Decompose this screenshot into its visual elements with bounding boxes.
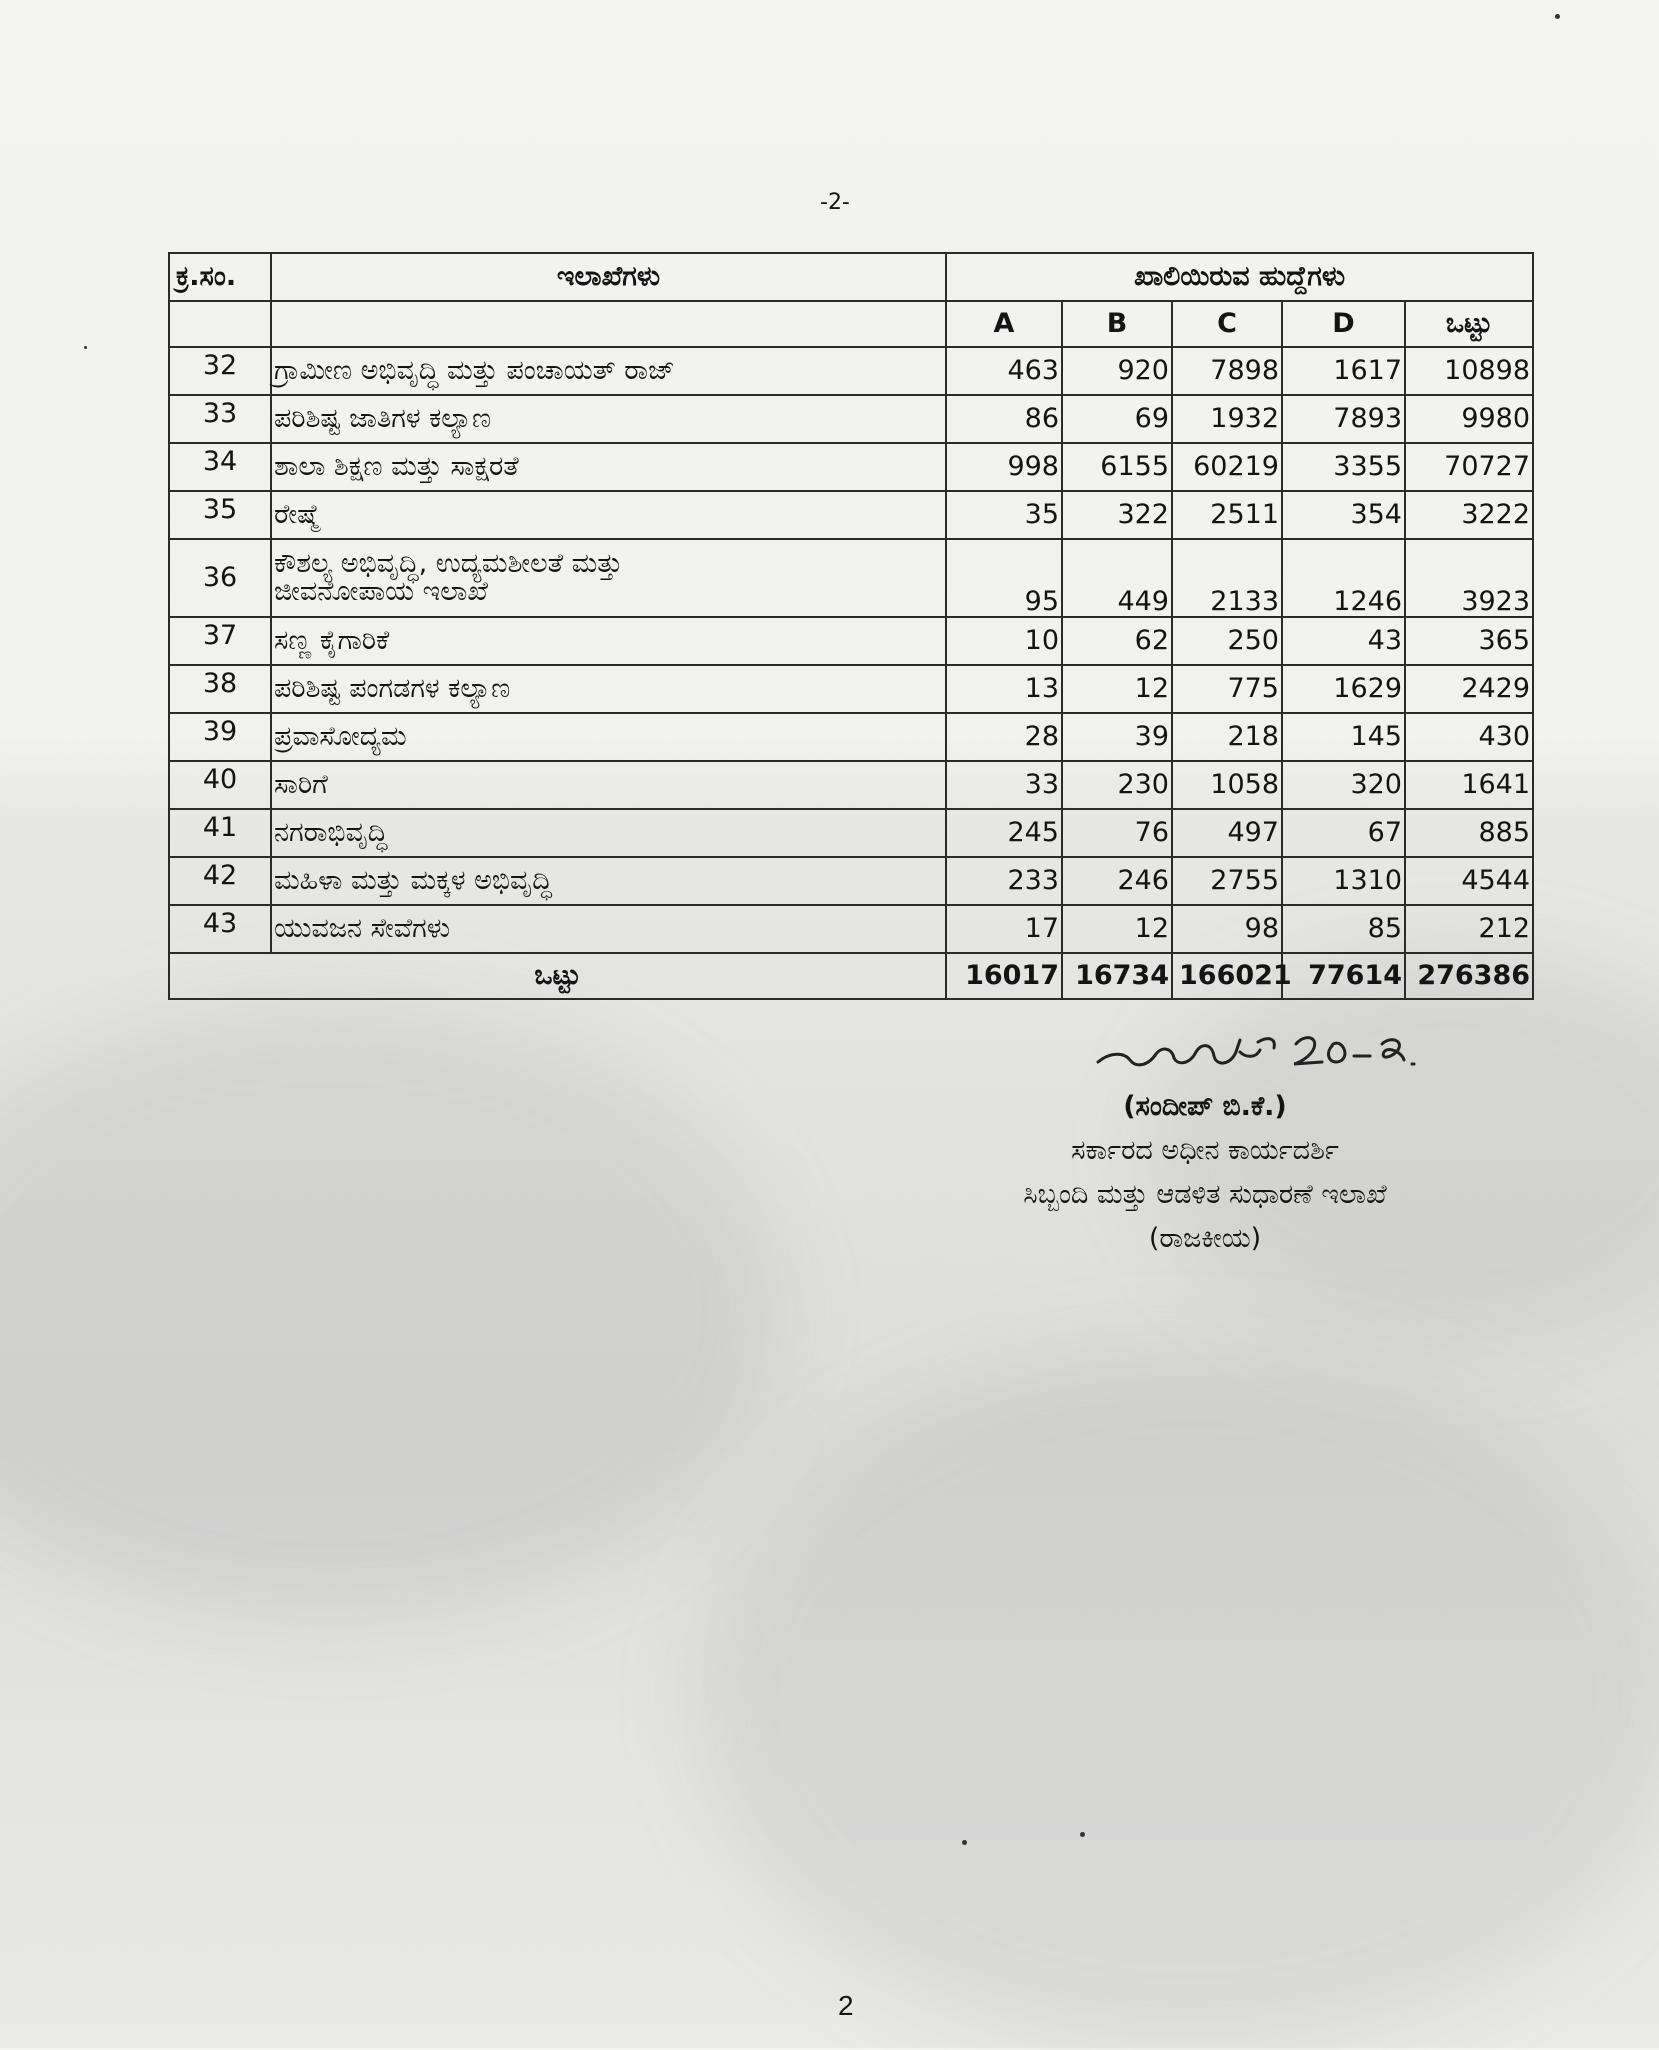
total-c: 166021	[1172, 953, 1282, 999]
cell-total: 10898	[1405, 347, 1533, 395]
cell-b: 12	[1062, 905, 1172, 953]
cell-a: 233	[946, 857, 1062, 905]
department-cell: ಗ್ರಾಮೀಣ ಅಭಿವೃದ್ಧಿ ಮತ್ತು ಪಂಚಾಯತ್ ರಾಜ್	[271, 347, 946, 395]
cell-total: 70727	[1405, 443, 1533, 491]
serial-cell: 40	[169, 761, 271, 809]
column-header-total: ಒಟ್ಟು	[1405, 301, 1533, 347]
cell-c: 60219	[1172, 443, 1282, 491]
cell-total: 430	[1405, 713, 1533, 761]
cell-c: 218	[1172, 713, 1282, 761]
table-row	[169, 491, 1533, 539]
cell-c: 1932	[1172, 395, 1282, 443]
cell-a: 17	[946, 905, 1062, 953]
department-cell: ಯುವಜನ ಸೇವೆಗಳು	[271, 905, 946, 953]
vacancy-table	[168, 252, 1534, 1000]
shadow-area	[700, 1350, 1659, 2050]
table-row	[169, 443, 1533, 491]
cell-a: 33	[946, 761, 1062, 809]
table-row	[169, 857, 1533, 905]
table-row	[169, 761, 1533, 809]
department-cell: ರೇಷ್ಮೆ	[271, 491, 946, 539]
page-number-top: -2-	[820, 190, 850, 215]
cell-c: 1058	[1172, 761, 1282, 809]
cell-total: 2429	[1405, 665, 1533, 713]
serial-cell: 35	[169, 491, 271, 539]
department-line-1: ಕೌಶಲ್ಯ ಅಭಿವೃದ್ಧಿ, ಉದ್ಯಮಶೀಲತೆ ಮತ್ತು	[274, 547, 623, 579]
cell-a: 245	[946, 809, 1062, 857]
column-header-b: B	[1062, 301, 1172, 347]
cell-c: 250	[1172, 617, 1282, 665]
cell-a: 86	[946, 395, 1062, 443]
signature-block	[880, 1085, 1530, 1261]
serial-cell: 42	[169, 857, 271, 905]
vacant-posts-header: ಖಾಲಿಯಿರುವ ಹುದ್ದೆಗಳು	[946, 253, 1533, 301]
cell-d: 354	[1282, 491, 1405, 539]
table-row	[169, 347, 1533, 395]
department-cell: ಸಣ್ಣ ಕೈಗಾರಿಕೆ	[271, 617, 946, 665]
total-a: 16017	[946, 953, 1062, 999]
serial-cell: 43	[169, 905, 271, 953]
cell-b: 246	[1062, 857, 1172, 905]
paper-speck	[1080, 1832, 1085, 1837]
cell-b: 449	[1062, 539, 1172, 617]
department-cell	[271, 539, 946, 617]
cell-b: 920	[1062, 347, 1172, 395]
cell-a: 998	[946, 443, 1062, 491]
serial-cell: 36	[169, 539, 271, 617]
cell-d: 85	[1282, 905, 1405, 953]
cell-d: 43	[1282, 617, 1405, 665]
cell-d: 1310	[1282, 857, 1405, 905]
cell-d: 3355	[1282, 443, 1405, 491]
cell-a: 10	[946, 617, 1062, 665]
department-cell: ಸಾರಿಗೆ	[271, 761, 946, 809]
column-header-c: C	[1172, 301, 1282, 347]
department-header-blank	[271, 301, 946, 347]
cell-d: 145	[1282, 713, 1405, 761]
cell-c: 2133	[1172, 539, 1282, 617]
cell-a: 463	[946, 347, 1062, 395]
cell-b: 69	[1062, 395, 1172, 443]
paper-speck	[962, 1840, 967, 1845]
table-row	[169, 665, 1533, 713]
cell-total: 365	[1405, 617, 1533, 665]
cell-total: 3222	[1405, 491, 1533, 539]
cell-d: 1617	[1282, 347, 1405, 395]
signatory-name: (ಸಂದೀಪ್ ಬಿ.ಕೆ.)	[1123, 1091, 1287, 1122]
cell-b: 76	[1062, 809, 1172, 857]
handwritten-signature	[1090, 1022, 1450, 1082]
table-row	[169, 809, 1533, 857]
column-header-a: A	[946, 301, 1062, 347]
column-header-d: D	[1282, 301, 1405, 347]
table-row	[169, 905, 1533, 953]
cell-d: 1246	[1282, 539, 1405, 617]
department-cell: ಪರಿಶಿಷ್ಟ ಪಂಗಡಗಳ ಕಲ್ಯಾಣ	[271, 665, 946, 713]
cell-d: 1629	[1282, 665, 1405, 713]
department-header: ಇಲಾಖೆಗಳು	[271, 253, 946, 301]
serial-cell: 37	[169, 617, 271, 665]
cell-b: 230	[1062, 761, 1172, 809]
table-row	[169, 395, 1533, 443]
total-d: 77614	[1282, 953, 1405, 999]
cell-b: 12	[1062, 665, 1172, 713]
serial-cell: 39	[169, 713, 271, 761]
cell-b: 39	[1062, 713, 1172, 761]
cell-d: 320	[1282, 761, 1405, 809]
page-number-bottom: 2	[838, 1990, 854, 2021]
cell-b: 62	[1062, 617, 1172, 665]
cell-total: 9980	[1405, 395, 1533, 443]
total-label: ಒಟ್ಟು	[169, 953, 946, 999]
serial-cell: 38	[169, 665, 271, 713]
cell-b: 6155	[1062, 443, 1172, 491]
cell-c: 7898	[1172, 347, 1282, 395]
total-grand: 276386	[1405, 953, 1533, 999]
cell-c: 775	[1172, 665, 1282, 713]
department-cell: ಪರಿಶಿಷ್ಟ ಜಾತಿಗಳ ಕಲ್ಯಾಣ	[271, 395, 946, 443]
cell-a: 13	[946, 665, 1062, 713]
cell-c: 497	[1172, 809, 1282, 857]
signatory-designation: ಸರ್ಕಾರದ ಅಧೀನ ಕಾರ್ಯದರ್ಶಿ	[1071, 1135, 1339, 1166]
total-row	[169, 953, 1533, 999]
cell-b: 322	[1062, 491, 1172, 539]
cell-total: 4544	[1405, 857, 1533, 905]
shadow-area	[0, 1000, 780, 1620]
cell-total: 212	[1405, 905, 1533, 953]
total-b: 16734	[1062, 953, 1172, 999]
signatory-section: (ರಾಜಕೀಯ)	[1148, 1223, 1262, 1254]
cell-c: 2755	[1172, 857, 1282, 905]
cell-total: 1641	[1405, 761, 1533, 809]
paper-speck	[84, 346, 87, 349]
table-row	[169, 539, 1533, 617]
signatory-department: ಸಿಬ್ಬಂದಿ ಮತ್ತು ಆಡಳಿತ ಸುಧಾರಣೆ ಇಲಾಖೆ	[1023, 1179, 1387, 1210]
cell-a: 95	[946, 539, 1062, 617]
cell-a: 28	[946, 713, 1062, 761]
cell-d: 7893	[1282, 395, 1405, 443]
table-row	[169, 713, 1533, 761]
department-line-2: ಜೀವನೋಪಾಯ ಇಲಾಖೆ	[274, 576, 488, 607]
serial-header-blank	[169, 301, 271, 347]
table-row	[169, 617, 1533, 665]
table-header-row	[169, 253, 1533, 301]
serial-cell: 32	[169, 347, 271, 395]
department-cell: ಶಾಲಾ ಶಿಕ್ಷಣ ಮತ್ತು ಸಾಕ್ಷರತೆ	[271, 443, 946, 491]
department-cell: ಪ್ರವಾಸೋದ್ಯಮ	[271, 713, 946, 761]
cell-total: 885	[1405, 809, 1533, 857]
department-cell: ಮಹಿಳಾ ಮತ್ತು ಮಕ್ಕಳ ಅಭಿವೃದ್ಧಿ	[271, 857, 946, 905]
cell-d: 67	[1282, 809, 1405, 857]
department-cell: ನಗರಾಭಿವೃದ್ಧಿ	[271, 809, 946, 857]
cell-c: 98	[1172, 905, 1282, 953]
serial-cell: 41	[169, 809, 271, 857]
serial-header: ಕ್ರ.ಸಂ.	[169, 253, 271, 301]
cell-a: 35	[946, 491, 1062, 539]
table-subheader-row	[169, 301, 1533, 347]
cell-c: 2511	[1172, 491, 1282, 539]
serial-cell: 33	[169, 395, 271, 443]
serial-cell: 34	[169, 443, 271, 491]
cell-total: 3923	[1405, 539, 1533, 617]
paper-speck	[1555, 14, 1560, 19]
